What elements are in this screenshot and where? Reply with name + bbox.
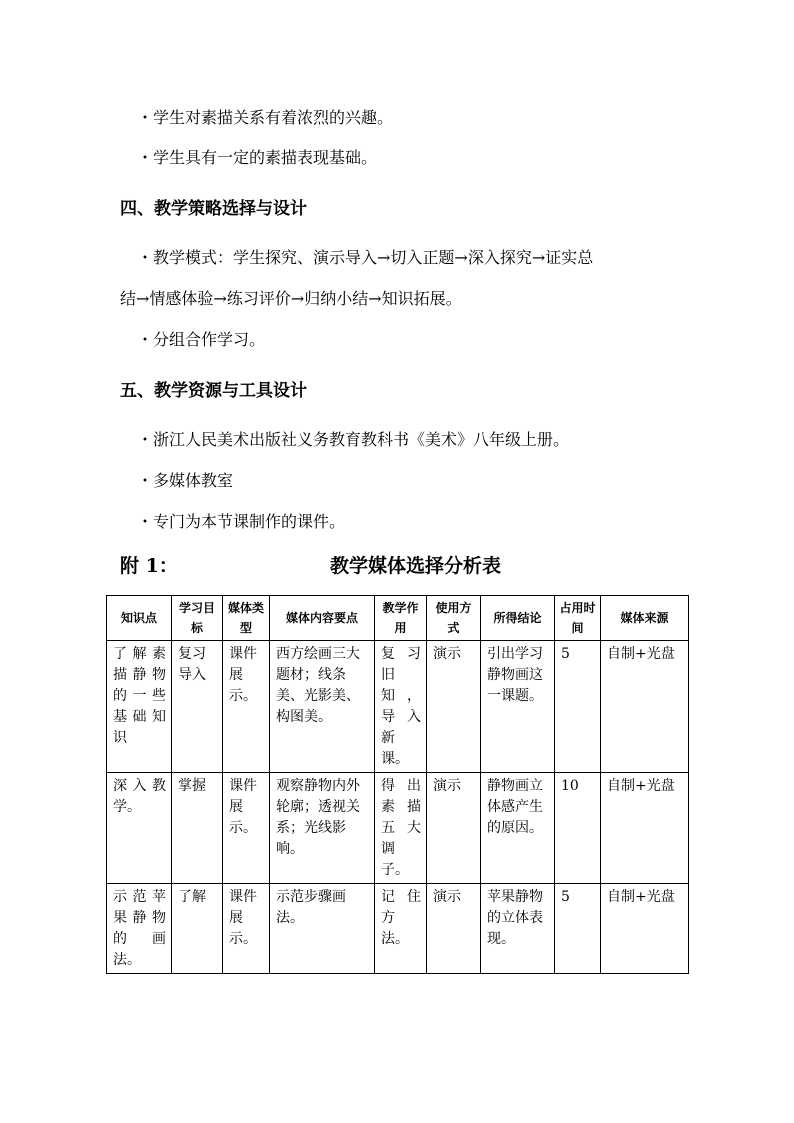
- table-cell: 课件展示。: [223, 773, 270, 884]
- table-cell: 复习旧知，导入新课。: [375, 641, 427, 773]
- bullet-interest: ・学生对素描关系有着浓烈的兴趣。: [137, 108, 394, 127]
- section-heading-resources: 五、教学资源与工具设计: [120, 381, 307, 401]
- table-row: [107, 773, 689, 884]
- table-cell: 复习导入: [172, 641, 223, 773]
- appendix-label: 附 1：: [120, 555, 178, 577]
- header-cell: 媒体内容要点: [270, 596, 375, 641]
- section-heading-strategy: 四、教学策略选择与设计: [120, 199, 307, 219]
- table-cell: 西方绘画三大题材；线条美、光影美、构图美。: [270, 641, 375, 773]
- table-cell: 演示: [427, 641, 481, 773]
- header-cell: 学习目标: [172, 596, 223, 641]
- header-cell: 使用方式: [427, 596, 481, 641]
- bullet-teaching-mode-cont: 结→情感体验→练习评价→归纳小结→知识拓展。: [120, 289, 462, 308]
- header-cell: 知识点: [107, 596, 172, 641]
- table-cell: 自制+光盘: [601, 773, 689, 884]
- table-cell: 课件展示。: [223, 641, 270, 773]
- table-header-row: [107, 596, 689, 641]
- header-cell: 教学作用: [375, 596, 427, 641]
- table-cell: 观察静物内外轮廓；透视关系；光线影响。: [270, 773, 375, 884]
- table-cell: 掌握: [172, 773, 223, 884]
- header-cell: 媒体来源: [601, 596, 689, 641]
- table-cell: 10: [555, 773, 601, 884]
- table-cell: 自制+光盘: [601, 884, 689, 974]
- table-cell: 示范步骤画法。: [270, 884, 375, 974]
- table-cell: 自制+光盘: [601, 641, 689, 773]
- table-cell: 演示: [427, 773, 481, 884]
- bullet-classroom: ・多媒体教室: [137, 471, 234, 490]
- table-row: [107, 884, 689, 974]
- bullet-group-work: ・分组合作学习。: [137, 330, 266, 349]
- media-analysis-table: [106, 595, 689, 974]
- table-cell: 记住方法。: [375, 884, 427, 974]
- bullet-basis: ・学生具有一定的素描表现基础。: [137, 148, 378, 167]
- bullet-textbook: ・浙江人民美术出版社义务教育教科书《美术》八年级上册。: [137, 430, 570, 449]
- bullet-courseware: ・专门为本节课制作的课件。: [137, 512, 346, 531]
- table-cell: 静物画立体感产生的原因。: [481, 773, 555, 884]
- table-cell: 5: [555, 641, 601, 773]
- header-cell: 媒体类型: [223, 596, 270, 641]
- table-cell: 5: [555, 884, 601, 974]
- table-cell: 引出学习静物画这一课题。: [481, 641, 555, 773]
- table-row: [107, 641, 689, 773]
- table-cell: 苹果静物的立体表现。: [481, 884, 555, 974]
- header-cell: 所得结论: [481, 596, 555, 641]
- bullet-teaching-mode: ・教学模式：学生探究、演示导入→切入正题→深入探究→证实总: [137, 248, 594, 267]
- table-cell: 演示: [427, 884, 481, 974]
- table-cell: 了解素描静物的一些基础知识: [107, 641, 172, 773]
- table-cell: 了解: [172, 884, 223, 974]
- table-cell: 深入教学。: [107, 773, 172, 884]
- header-cell: 占用时间: [555, 596, 601, 641]
- table-cell: 示范苹果静物的画法。: [107, 884, 172, 974]
- appendix-title: 教学媒体选择分析表: [330, 555, 502, 577]
- table-cell: 得出素描五大调子。: [375, 773, 427, 884]
- table-cell: 课件展示。: [223, 884, 270, 974]
